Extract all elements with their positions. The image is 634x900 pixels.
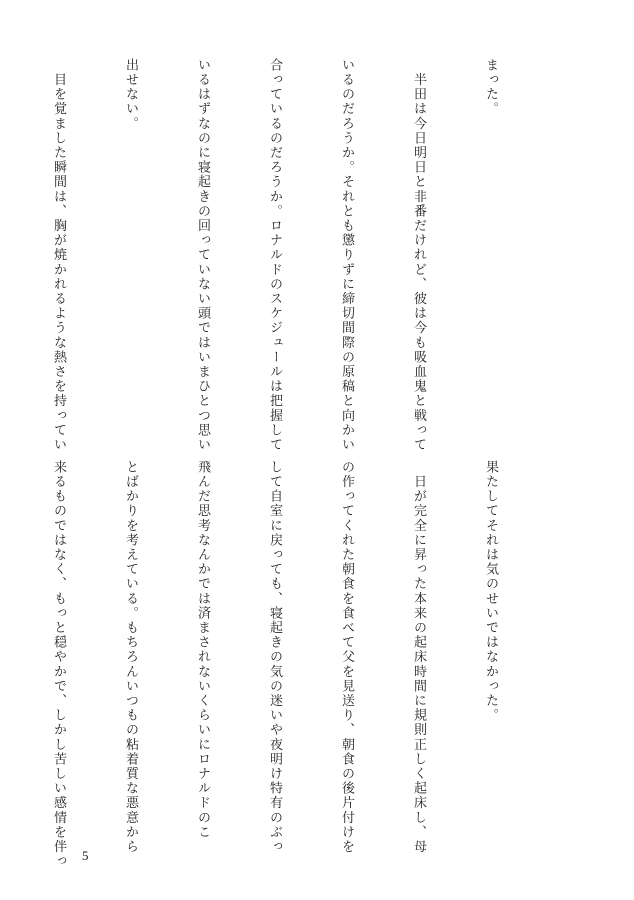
text-line: 果たしてそれは気のせいではなかった。	[483, 460, 498, 723]
text-line: 飛んだ思考なんかでは済まされないくらいにロナルドのこ	[195, 460, 210, 840]
text-line: 出せない。	[123, 58, 138, 131]
text-line: とばかりを考えている。もちろんいつもの粘着質な悪意から	[123, 460, 138, 855]
text-line: 合っているのだろうか。ロナルドのスケジュールは把握して	[267, 58, 282, 453]
text-line: いるはずなのに寝起きの回っていない頭ではいまひとつ思い	[195, 58, 210, 453]
text-line: いるのだろうか。それとも懲りずに締切間際の原稿と向かい	[339, 58, 354, 453]
text-line: 来るものではなく、もっと穏やかで、しかし苦しい感情を伴っ	[51, 460, 66, 869]
lower-text-block	[51, 460, 550, 869]
text-line: 目を覚ました瞬間は、胸が焼かれるような熱さを持ってい	[51, 58, 66, 453]
page-number: 5	[82, 848, 89, 863]
text-line: 半田は今日明日と非番だけれど、彼は今も吸血鬼と戦って	[411, 58, 426, 453]
text-line: 日が完全に昇った本来の起床時間に規則正しく起床し、母	[411, 460, 426, 855]
upper-text-block	[51, 58, 550, 453]
text-line: まった。	[483, 58, 498, 117]
text-line: の作ってくれた朝食を食べて父を見送り、朝食の後片付けを	[339, 460, 354, 855]
text-line: して自室に戻っても、寝起きの気の迷いや夜明け特有のぶっ	[267, 460, 282, 855]
